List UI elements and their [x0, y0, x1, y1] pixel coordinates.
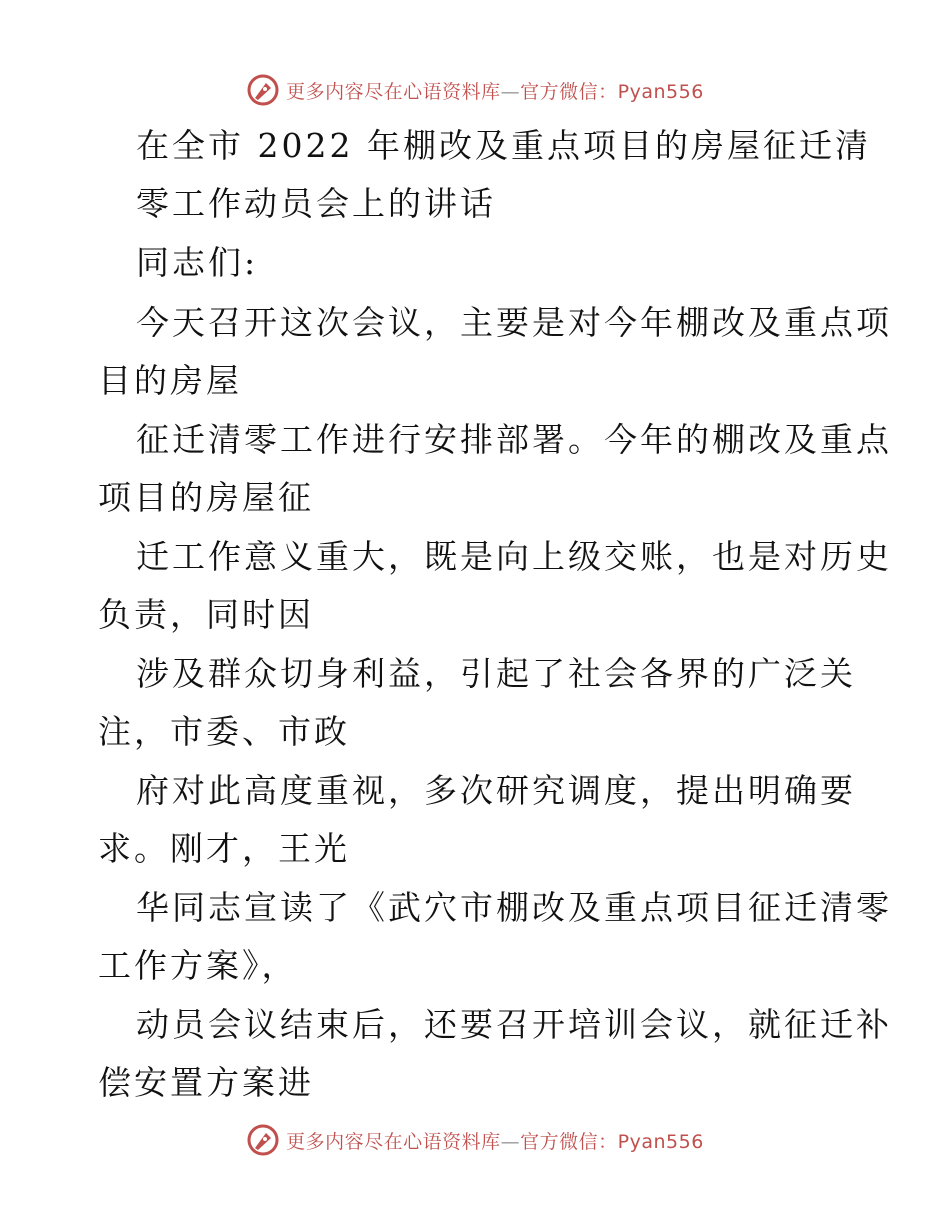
body-line: 动员会议结束后，还要召开培训会议，就征迁补: [136, 1005, 892, 1044]
document-title-line-1: 在全市 2022 年棚改及重点项目的房屋征迁清: [136, 126, 871, 165]
document-title-line-2: 零工作动员会上的讲话: [136, 184, 496, 223]
body-line: 目的房屋: [98, 361, 242, 400]
body-line: 负责，同时因: [98, 595, 314, 634]
body-line: 征迁清零工作进行安排部署。今年的棚改及重点: [136, 420, 892, 459]
salutation: 同志们:: [136, 243, 259, 282]
watermark-contact: 官方微信：Pyan556: [520, 80, 704, 103]
body-line: 求。刚才，王光: [98, 829, 350, 868]
watermark-separator: —: [500, 1130, 521, 1153]
body-line: 迁工作意义重大，既是向上级交账，也是对历史: [136, 537, 892, 576]
pen-nib-logo-icon: [246, 73, 280, 107]
body-line: 注，市委、市政: [98, 712, 350, 751]
body-line: 涉及群众切身利益，引起了社会各界的广泛关: [136, 654, 856, 693]
footer-watermark: [0, 1120, 950, 1160]
body-line: 府对此高度重视，多次研究调度，提出明确要: [136, 771, 856, 810]
body-line: 偿安置方案进: [98, 1063, 314, 1102]
watermark-text: [286, 77, 704, 104]
watermark-brand: 更多内容尽在心语资料库: [286, 1130, 501, 1153]
watermark-separator: —: [500, 80, 521, 103]
body-line: 项目的房屋征: [98, 478, 314, 517]
watermark-text: [286, 1127, 704, 1154]
body-line: 华同志宣读了《武穴市棚改及重点项目征迁清零: [136, 888, 892, 927]
watermark-brand: 更多内容尽在心语资料库: [286, 80, 501, 103]
header-watermark: [0, 70, 950, 110]
body-line: 今天召开这次会议，主要是对今年棚改及重点项: [136, 303, 892, 342]
pen-nib-logo-icon: [246, 1123, 280, 1157]
watermark-contact: 官方微信：Pyan556: [520, 1130, 704, 1153]
body-line: 工作方案》，: [98, 946, 298, 985]
